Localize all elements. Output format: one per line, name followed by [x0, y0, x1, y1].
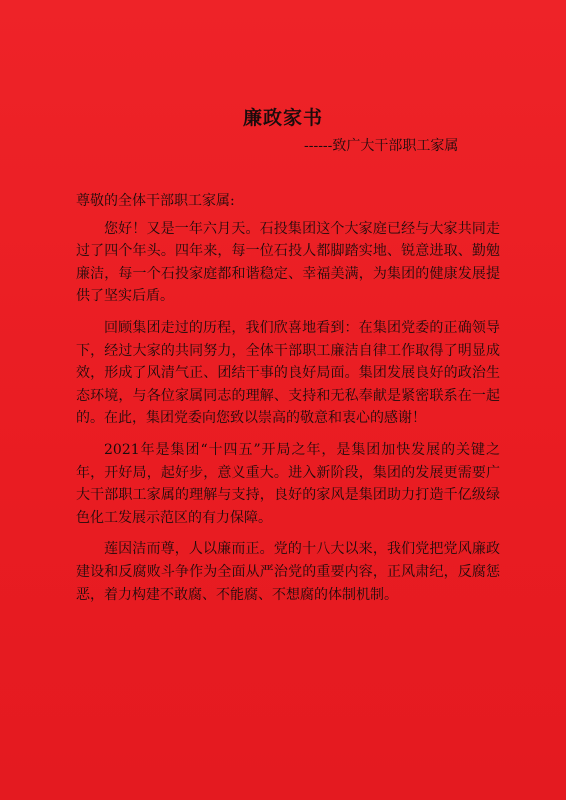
letter-paragraph-3: 2021年是集团“十四五”开局之年，是集团加快发展的关键之年，开好局，起好步，意义重大。进入新阶段，集团的发展更需要广大干部职工家属的理解与支持，良好的家风是集团助力打造千亿级绿色化工发展示范区的有力保障。: [76, 441, 500, 526]
letter-subtitle: ------致广大干部职工家属: [304, 138, 459, 154]
letter-body: [76, 190, 500, 606]
letter-salutation: 尊敬的全体干部职工家属:: [76, 193, 235, 209]
letter-title: 廉政家书: [242, 107, 323, 129]
letter-paragraph-4: 莲因洁而尊，人以廉而正。党的十八大以来，我们党把党风廉政建设和反腐败斗争作为全面从严治党的重要内容，正风肃纪，反腐惩恶，着力构建不敢腐、不能腐、不想腐的体制机制。: [76, 541, 500, 603]
letter-paragraph-2: 回顾集团走过的历程，我们欣喜地看到：在集团党委的正确领导下，经过大家的共同努力，全体干部职工廉洁自律工作取得了明显成效，形成了风清气正、团结干事的良好局面。集团发展良好的政治生态环境，与各位家属同志的理解、支持和无私奉献是紧密联系在一起的。在此，集团党委向您致以崇高的敬意和衷心的感谢！: [76, 319, 500, 427]
letter-paragraph-1: 您好！又是一年六月天。石投集团这个大家庭已经与大家共同走过了四个年头。四年来，每一位石投人都脚踏实地、锐意进取、勤勉廉洁，每一个石投家庭都和谐稳定、幸福美满，为集团的健康发展提供了坚实后盾。: [76, 220, 500, 305]
